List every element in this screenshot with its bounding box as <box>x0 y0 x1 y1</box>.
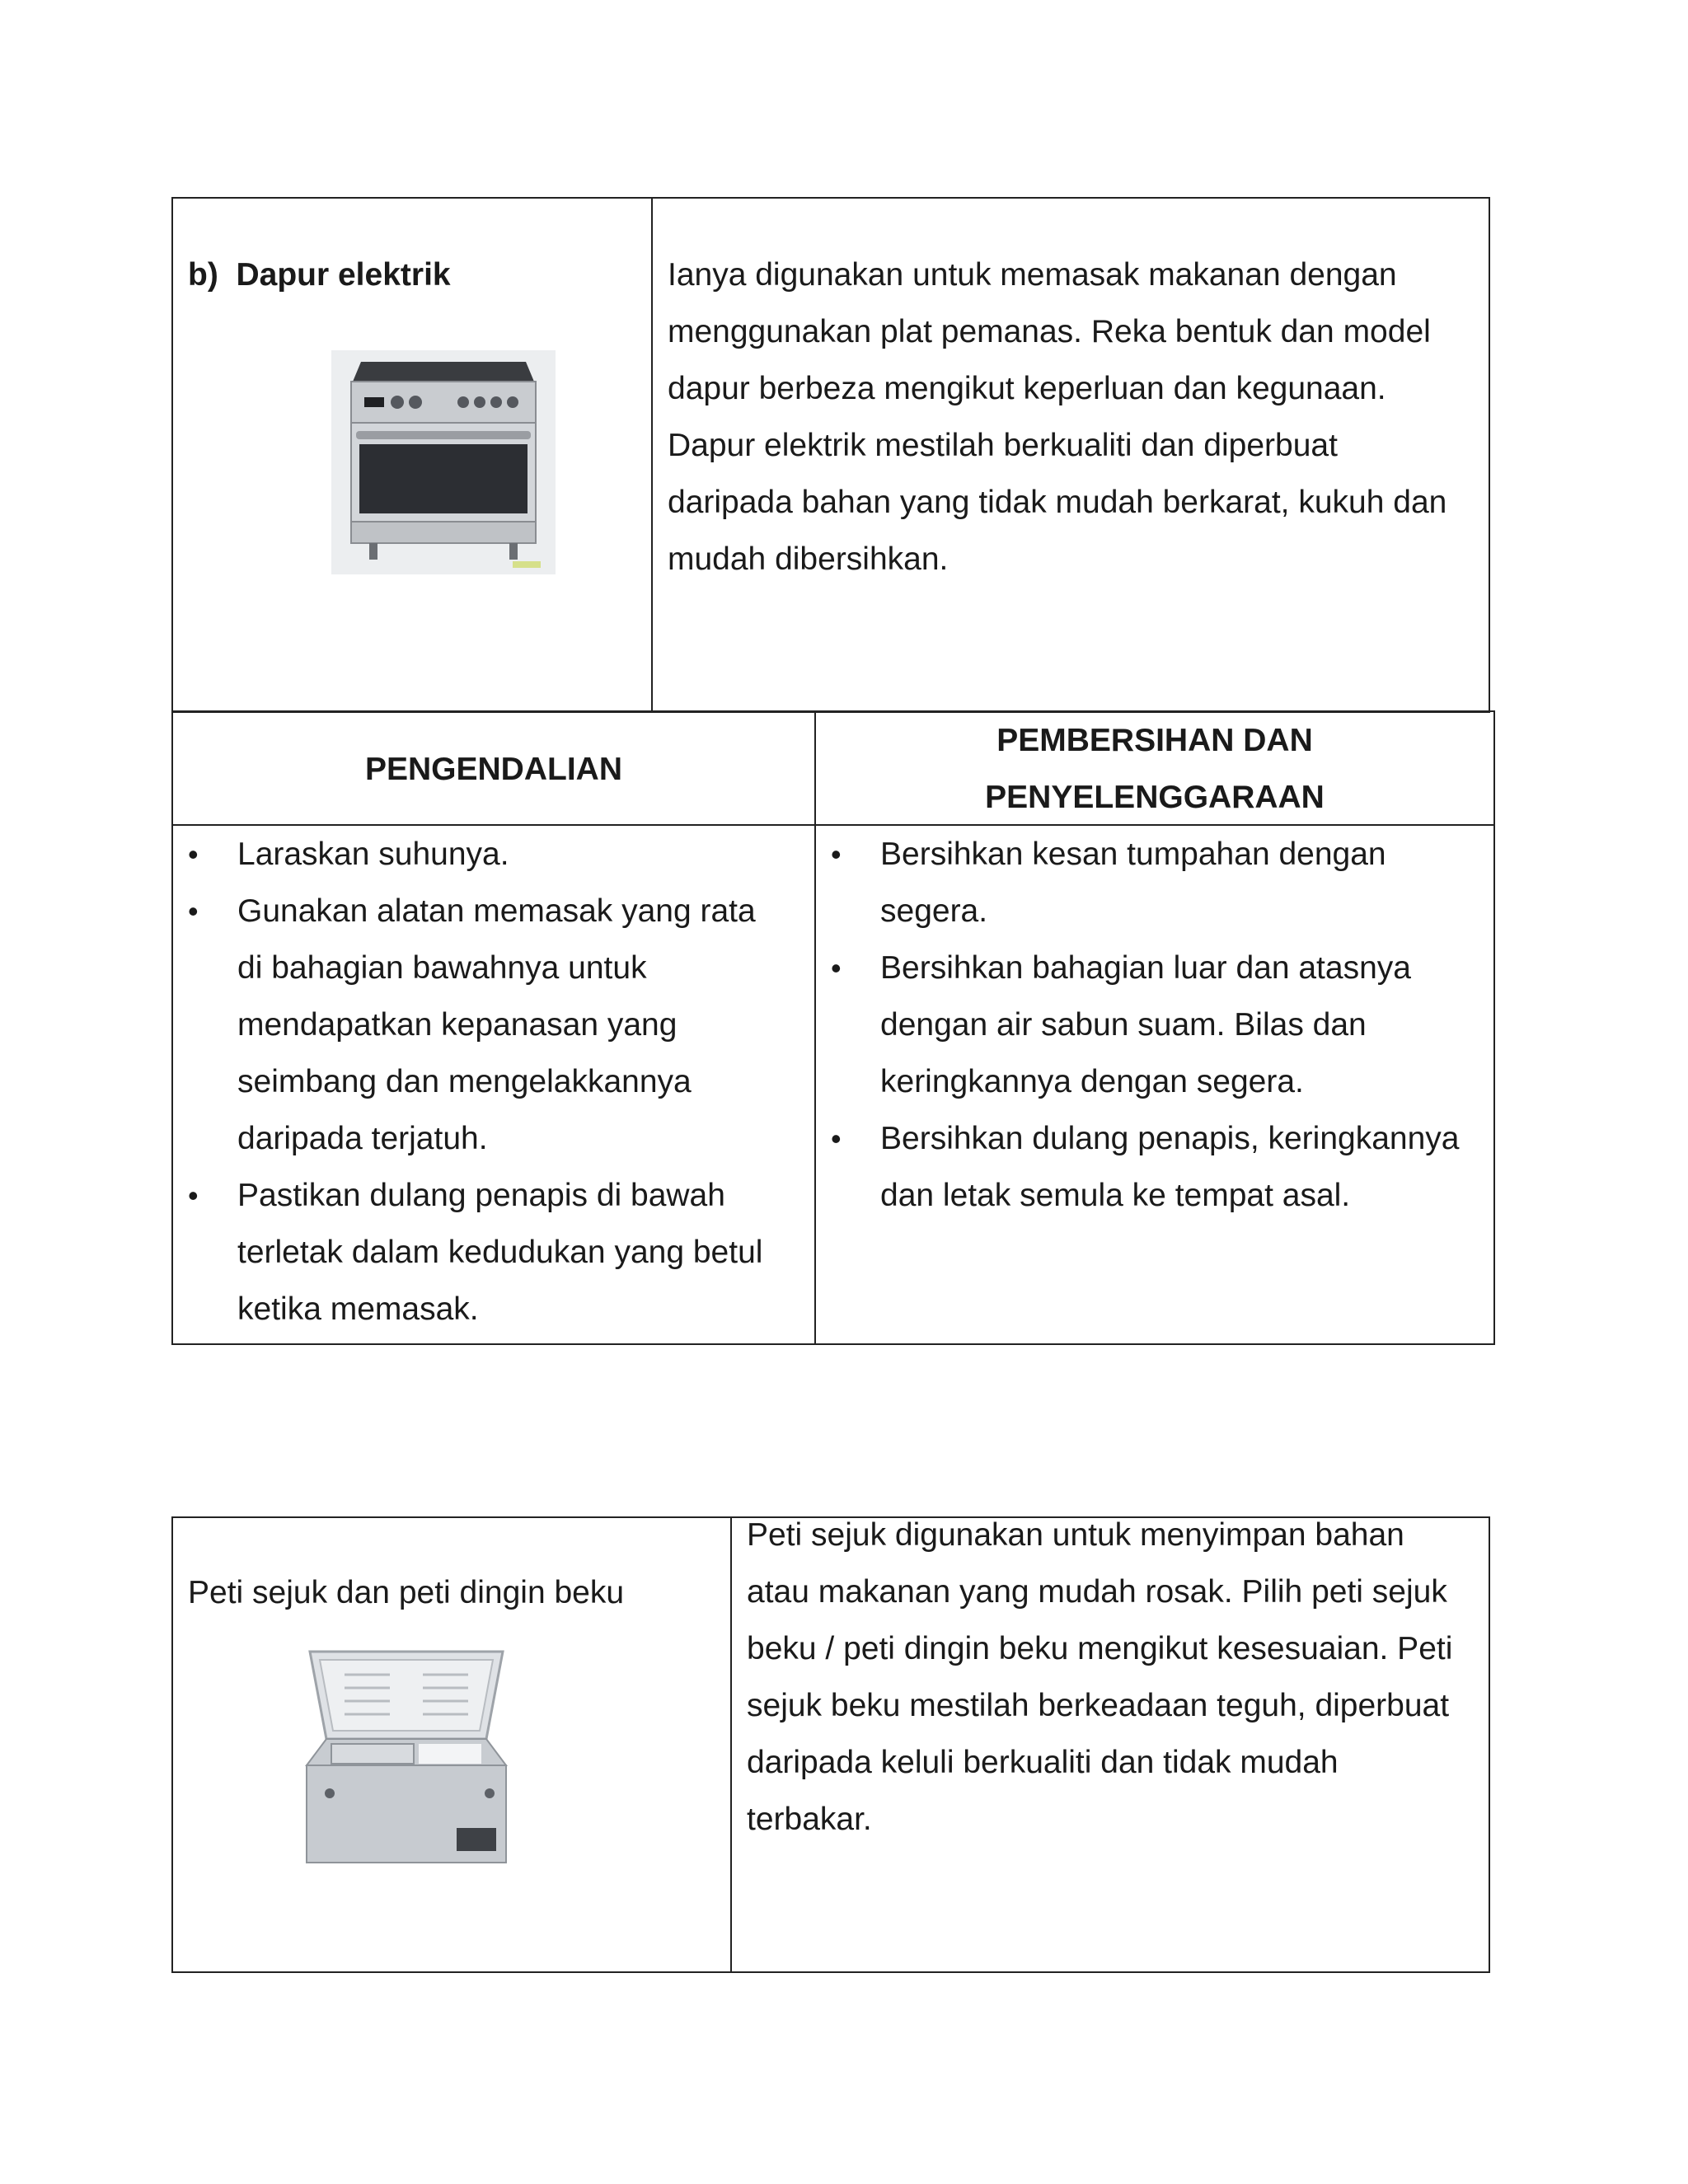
list-item-text: segera. <box>880 893 988 929</box>
list-item-text: • Gunakan alatan memasak yang rata <box>237 893 756 929</box>
list-item-text: • Pastikan dulang penapis di bawah <box>237 1178 725 1213</box>
stove-description-line: Dapur elektrik mestilah berkualiti dan diperbuat <box>668 428 1338 463</box>
maintenance-header-cell <box>814 710 1495 826</box>
handling-header: PENGENDALIAN <box>364 752 623 787</box>
handling-list <box>173 826 806 1338</box>
list-item <box>816 1110 1485 1224</box>
list-item-text: seimbang dan mengelakkannya <box>237 1064 692 1099</box>
freezer-title: Peti sejuk dan peti dingin beku <box>188 1575 625 1610</box>
stove-description-line: Ianya digunakan untuk memasak makanan dengan <box>668 257 1397 293</box>
chest-freezer-image <box>295 1642 519 1881</box>
stove-description-line: menggunakan plat pemanas. Reka bentuk dan model <box>668 314 1431 349</box>
maintenance-list-cell <box>814 824 1495 1345</box>
maintenance-header-line: PENYELENGGARAAN <box>985 780 1325 815</box>
handling-list-cell <box>171 824 816 1345</box>
list-item-text: keringkannya dengan segera. <box>880 1064 1304 1099</box>
maintenance-list <box>816 826 1485 1224</box>
freezer-description-line: daripada keluli berkualiti dan tidak mudah <box>747 1745 1339 1780</box>
list-item-text: • Bersihkan kesan tumpahan dengan <box>880 837 1386 872</box>
stove-description-line: dapur berbeza mengikut keperluan dan kegunaan. <box>668 371 1386 406</box>
stove-description-cell <box>651 197 1490 713</box>
freezer-description-line: sejuk beku mestilah berkeadaan teguh, diperbuat <box>747 1688 1450 1723</box>
freezer-description-line: atau makanan yang mudah rosak. Pilih peti sejuk <box>747 1574 1447 1610</box>
list-item-text: terletak dalam kedudukan yang betul <box>237 1235 763 1270</box>
freezer-description-cell <box>730 1516 1490 1973</box>
list-item-text: ketika memasak. <box>237 1291 479 1327</box>
stove-description-line: mudah dibersihkan. <box>668 541 949 577</box>
list-item-text: dengan air sabun suam. Bilas dan <box>880 1007 1367 1043</box>
list-item <box>173 1167 806 1338</box>
freezer-name-cell <box>171 1516 732 1973</box>
freezer-description-line: terbakar. <box>747 1802 872 1837</box>
freezer-description-line: Peti sejuk digunakan untuk menyimpan bahan <box>747 1517 1404 1553</box>
stove-name-cell <box>171 197 653 713</box>
handling-header-cell <box>171 710 816 826</box>
list-item-text: • Bersihkan dulang penapis, keringkannya <box>880 1121 1460 1156</box>
list-item <box>816 826 1485 940</box>
electric-stove-image <box>331 350 556 574</box>
maintenance-header-line: PEMBERSIHAN DAN <box>996 723 1313 758</box>
list-item <box>816 940 1485 1110</box>
freezer-illustration <box>295 1642 519 1881</box>
list-item-text: daripada terjatuh. <box>237 1121 488 1156</box>
list-item-text: di bahagian bawahnya untuk <box>237 950 647 986</box>
list-item-text: dan letak semula ke tempat asal. <box>880 1178 1351 1213</box>
freezer-description-line: beku / peti dingin beku mengikut kesesuaian. Peti <box>747 1631 1453 1666</box>
stove-title: b) Dapur elektrik <box>188 257 451 293</box>
list-item-text: mendapatkan kepanasan yang <box>237 1007 678 1043</box>
stove-description-line: daripada bahan yang tidak mudah berkarat, kukuh dan <box>668 485 1447 520</box>
list-item <box>173 883 806 1167</box>
stove-illustration <box>331 350 556 574</box>
list-item-text: • Laraskan suhunya. <box>237 837 509 872</box>
list-item-text: • Bersihkan bahagian luar dan atasnya <box>880 950 1411 986</box>
list-item <box>173 826 806 883</box>
